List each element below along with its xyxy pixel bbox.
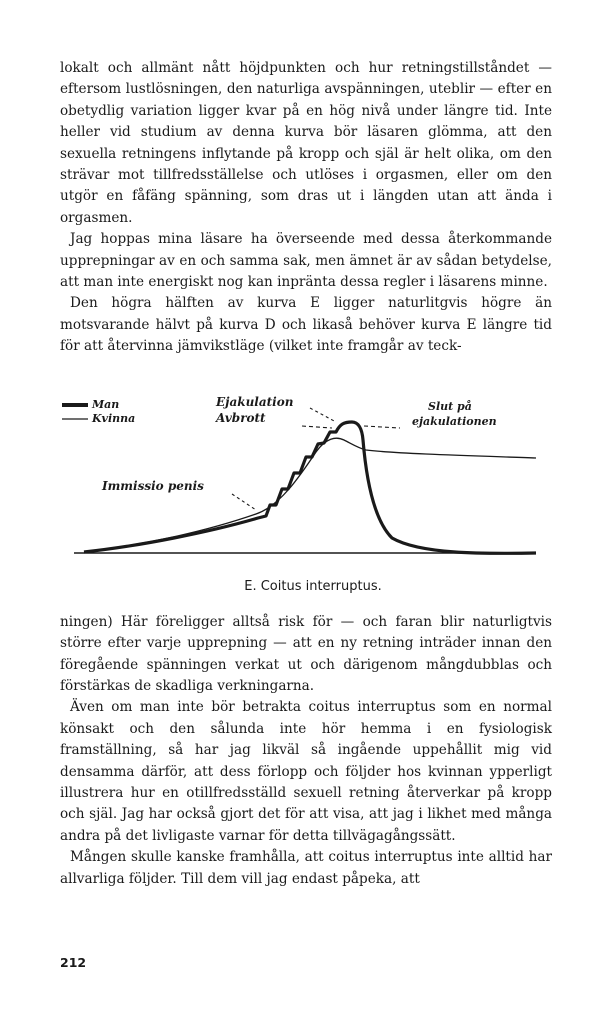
ejakulation-label: Ejakulation [216,394,294,409]
figure-caption: E. Coitus interruptus. [244,578,382,594]
figure-coitus-interruptus [60,396,552,572]
leader-avbrott [302,426,332,428]
page-body [60,58,552,890]
legend-kvinna-label: Kvinna [92,411,136,425]
paragraph-continued: ningen) Här föreligger alltså risk för — och faran blir naturligtvis större efter varje upprepning — att en ny retning inträder innan den föregående spänningen verkat ut och därigenom mångdubblas och förstärkas de skadliga verkningarna. [60,613,552,694]
slut-label-line1: Slut på [428,399,472,413]
paragraph: Jag hoppas mina läsare ha överseende med dessa återkommande upprepningar av en och samma sak, men ämnet är av sådan betydelse, att man inte energiskt nog kan inpränta dessa regler i läsarens minne. [60,231,552,291]
leader-ejakulation [310,408,336,422]
immissio-label: Immissio penis [102,478,204,493]
legend-man-label: Man [92,397,120,411]
kvinna-curve [84,438,536,552]
leader-immissio [232,494,256,510]
slut-label-line2: ejakulationen [412,414,497,428]
paragraph-continued: lokalt och allmänt nått höjdpunkten och hur retningstillståndet — eftersom lustlösningen, den naturliga avspänningen, uteblir — efter en obetydlig variation ligger kvar på en hög nivå under längre tid. Inte heller vid studium av denna kurva bör läsaren glömma, att den sexuella retningens inflytande på kropp och själ är helt olika, om den strävar mot tillfredsställelse och utlöses i orgasmen, eller om den utgör en fåfäng spänning, som dras ut i längden utan att ända i orgasmen. [60,60,552,226]
paragraph: Mången skulle kanske framhålla, att coitus interruptus inte alltid har allvarliga följder. Till dem vill jag endast påpeka, att [60,849,552,887]
page-number: 212 [60,955,87,970]
leader-slut [364,426,400,428]
paragraph: Även om man inte bör betrakta coitus interruptus som en normal könsakt och den sålunda inte hör hemma i en fysiologisk framställning, så har jag likväl så ingående uppehållit mig vid densamma därför, att dess förlopp och följder hos kvinnan ypperligt illustrera hur en otillfredsställd sexuell retning återverkar på kropp och själ. Jag har också gjort det för att visa, att jag i likhet med många andra på det livligaste varnar för detta tillvägagångssätt. [60,699,552,844]
avbrott-label: Avbrott [216,410,266,425]
paragraph: Den högra hälften av kurva E ligger naturlitgvis högre än motsvarande hälvt på kurva D och likaså behöver kurva E längre tid för att återvinna jämvikstläge (vilket inte framgår av teck- [60,295,552,355]
